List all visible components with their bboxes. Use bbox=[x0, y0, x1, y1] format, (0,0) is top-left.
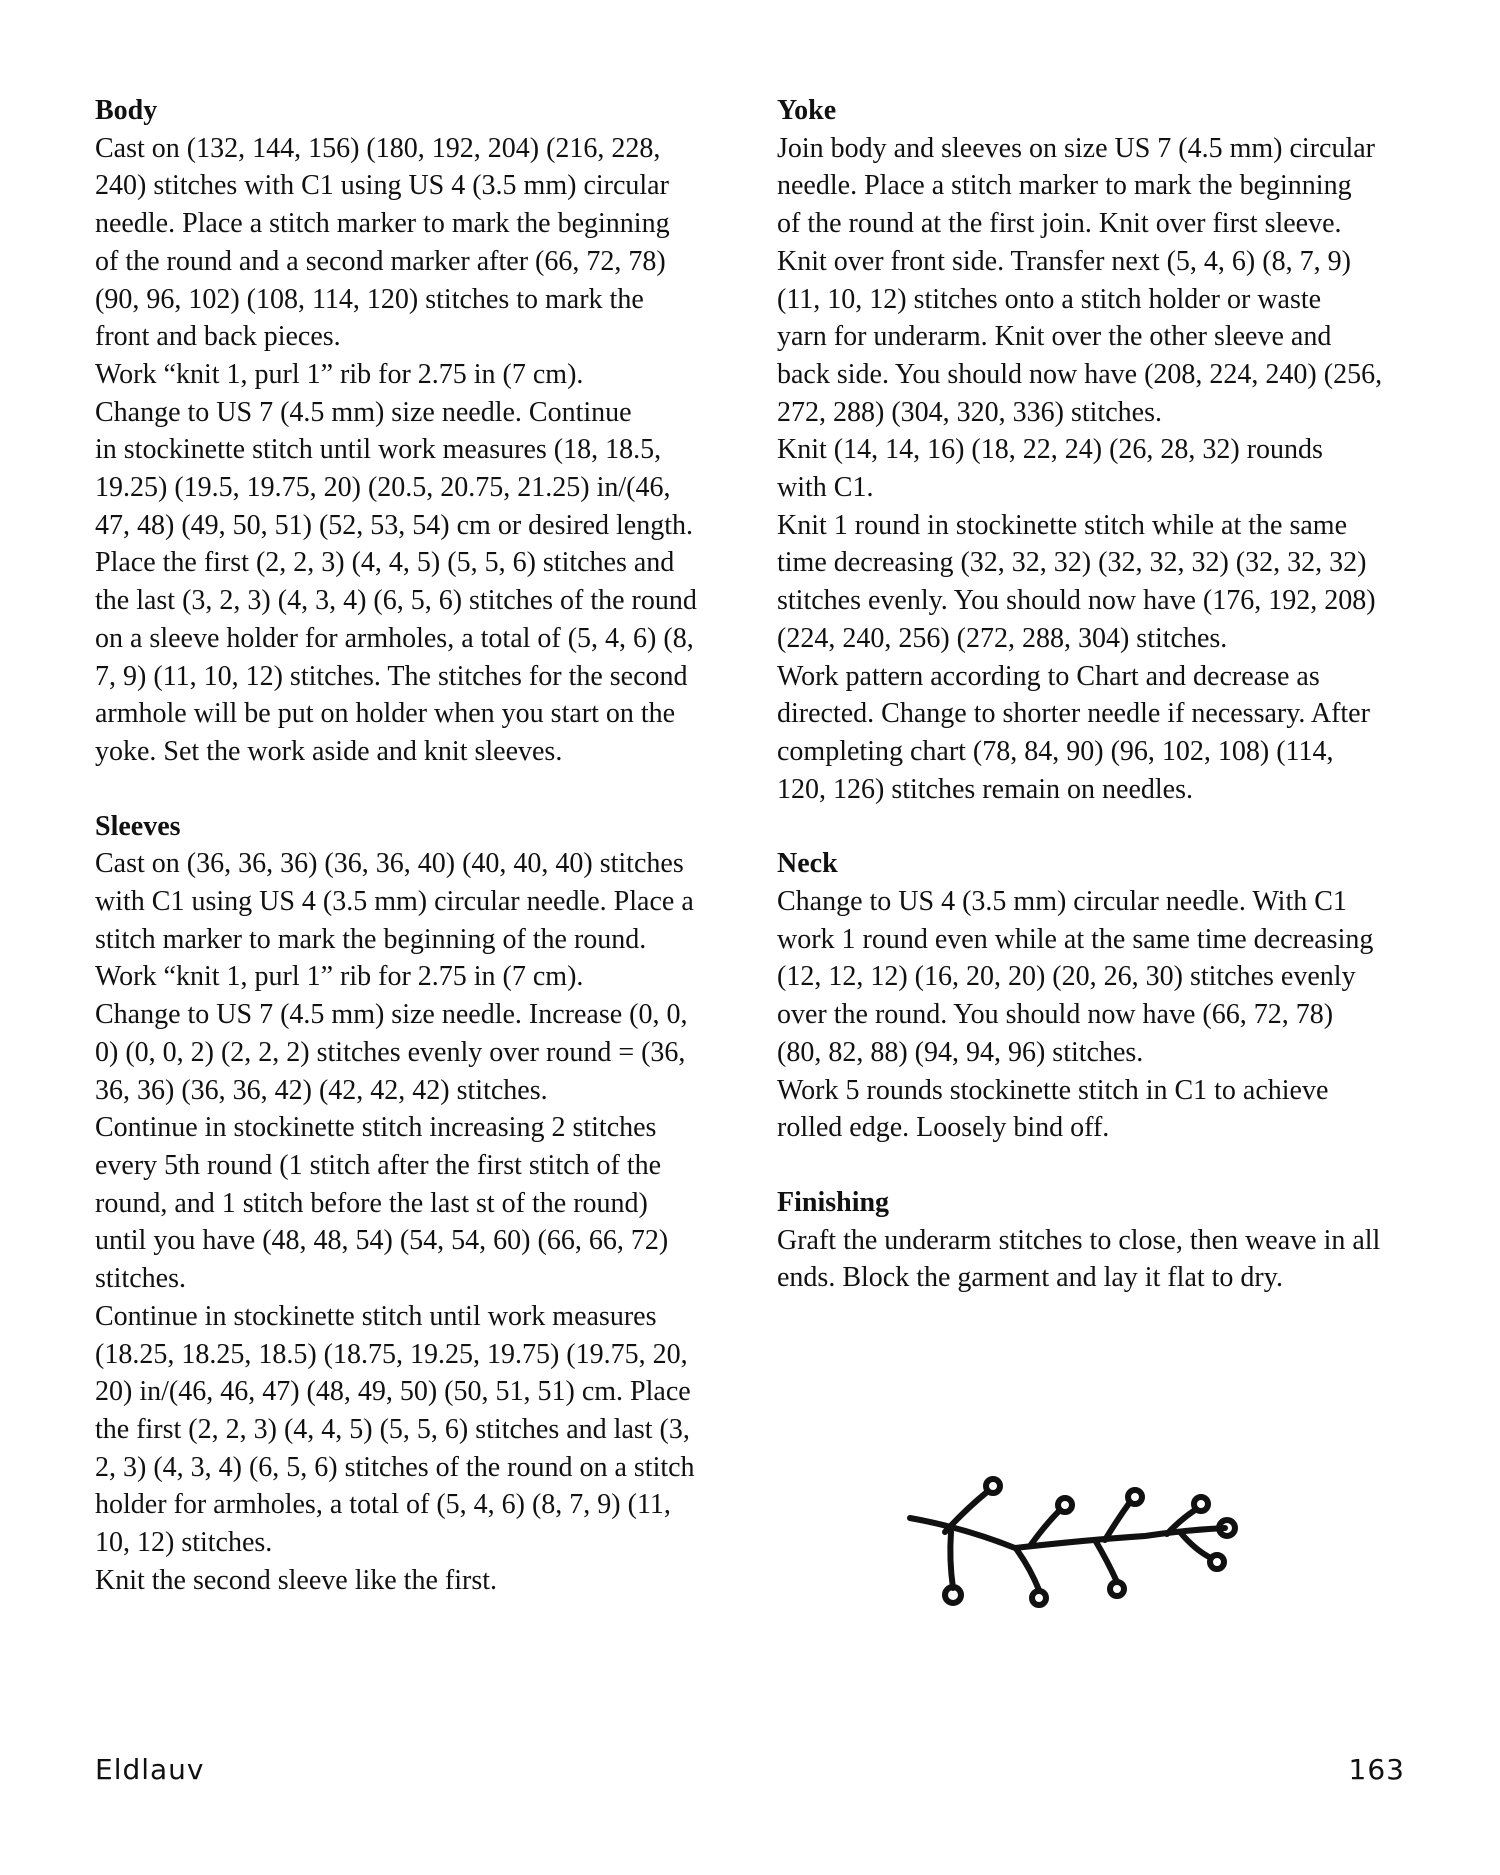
paragraph: Knit 1 round in stockinette stitch while at the same time decreasing (32, 32, 32) (32, 32, 32) (32, 32, 32) stitches evenly. You should now have (176, 192, 208) (224, 240, 256) (272, 288, 304) stitches. bbox=[777, 509, 1376, 654]
section-sleeves bbox=[95, 808, 745, 1600]
right-column bbox=[777, 92, 1427, 1334]
paragraph: Change to US 7 (4.5 mm) size needle. Continue in stockinette stitch until work measures (18, 18.5, 19.25) (19.5, 19.75, 20) (20.5, 20.75, 21.25) in/(46, 47, 48) (49, 50, 51) (52, 53, 54) cm or desired length. Place the first (2, 2, 3) (4, 4, 5) (5, 5, 6) stitches and the last (3, 2, 3) (4, 3, 4) (6, 5, 6) stitches of the round on a sleeve holder for armholes, a total of (5, 4, 6) (8, 7, 9) (11, 10, 12) stitches. The stitches for the second armhole will be put on holder when you start on the yoke. Set the work aside and knit sleeves. bbox=[95, 396, 697, 767]
footer-title: Eldlauv bbox=[95, 1753, 205, 1786]
paragraph: Work “knit 1, purl 1” rib for 2.75 in (7 cm). bbox=[95, 358, 584, 390]
paragraph: Change to US 4 (3.5 mm) circular needle. With C1 work 1 round even while at the same time decreasing (12, 12, 12) (16, 20, 20) (20, 26, 30) stitches evenly over the round. You should now have (66, 72, 78) (80, 82, 88) (94, 94, 96) stitches. bbox=[777, 886, 1374, 1068]
paragraph: Change to US 7 (4.5 mm) size needle. Increase (0, 0, 0) (0, 0, 2) (2, 2, 2) stitches evenly over round = (36, 36, 36) (36, 36, 42) (42, 42, 42) stitches. bbox=[95, 999, 688, 1106]
section-yoke bbox=[777, 92, 1427, 808]
section-body bbox=[95, 92, 745, 771]
paragraph: Continue in stockinette stitch increasing 2 stitches every 5th round (1 stitch after the first stitch of the round, and 1 stitch before the last st of the round) until you have (48, 48, 54) (54, 54, 60) (66, 66, 72) stitches. bbox=[95, 1112, 669, 1295]
paragraph: Work pattern according to Chart and decrease as directed. Change to shorter needle if necessary. After completing chart (78, 84, 90) (96, 102, 108) (114, 120, 126) stitches remain on needles. bbox=[777, 660, 1370, 805]
paragraph: Graft the underarm stitches to close, then weave in all ends. Block the garment and lay it flat to dry. bbox=[777, 1224, 1381, 1294]
paragraph: Work 5 rounds stockinette stitch in C1 to achieve rolled edge. Loosely bind off. bbox=[777, 1074, 1329, 1144]
branch-motif-icon bbox=[905, 1470, 1245, 1610]
section-finishing bbox=[777, 1184, 1427, 1297]
paragraph: Knit the second sleeve like the first. bbox=[95, 1564, 497, 1596]
paragraph: Knit (14, 14, 16) (18, 22, 24) (26, 28, 32) rounds with C1. bbox=[777, 434, 1323, 504]
paragraph: Cast on (132, 144, 156) (180, 192, 204) (216, 228, 240) stitches with C1 using US 4 (3.5 mm) circular needle. Place a stitch marker to mark the beginning of the round and a second marker after (66, 72, 78) (90, 96, 102) (108, 114, 120) stitches to mark the front and back pieces. bbox=[95, 132, 670, 353]
paragraph: Join body and sleeves on size US 7 (4.5 mm) circular needle. Place a stitch marker to mark the beginning of the round at the first join. Knit over first sleeve. Knit over front side. Transfer next (5, 4, 6) (8, 7, 9) (11, 10, 12) stitches onto a stitch holder or waste yarn for underarm. Knit over the other sleeve and back side. You should now have (208, 224, 240) (256, 272, 288) (304, 320, 336) stitches. bbox=[777, 132, 1383, 428]
section-heading: Yoke bbox=[777, 95, 837, 126]
section-heading: Finishing bbox=[777, 1186, 890, 1218]
paragraph: Continue in stockinette stitch until work measures (18.25, 18.25, 18.5) (18.75, 19.25, 19.75) (19.75, 20, 20) in/(46, 46, 47) (48, 49, 50) (50, 51, 51) cm. Place the first (2, 2, 3) (4, 4, 5) (5, 5, 6) stitches and last (3, 2, 3) (4, 3, 4) (6, 5, 6) stitches of the round on a stitch holder for armholes, a total of (5, 4, 6) (8, 7, 9) (11, 10, 12) stitches. bbox=[95, 1300, 695, 1559]
page-number: 163 bbox=[1348, 1753, 1405, 1786]
paragraph: Work “knit 1, purl 1” rib for 2.75 in (7 cm). bbox=[95, 961, 584, 993]
section-heading: Neck bbox=[777, 848, 838, 880]
paragraph: Cast on (36, 36, 36) (36, 36, 40) (40, 40, 40) stitches with C1 using US 4 (3.5 mm) circular needle. Place a stitch marker to mark the beginning of the round. bbox=[95, 848, 694, 955]
section-heading: Body bbox=[95, 95, 158, 126]
section-neck bbox=[777, 845, 1427, 1147]
left-column bbox=[95, 92, 745, 1636]
section-heading: Sleeves bbox=[95, 810, 181, 842]
